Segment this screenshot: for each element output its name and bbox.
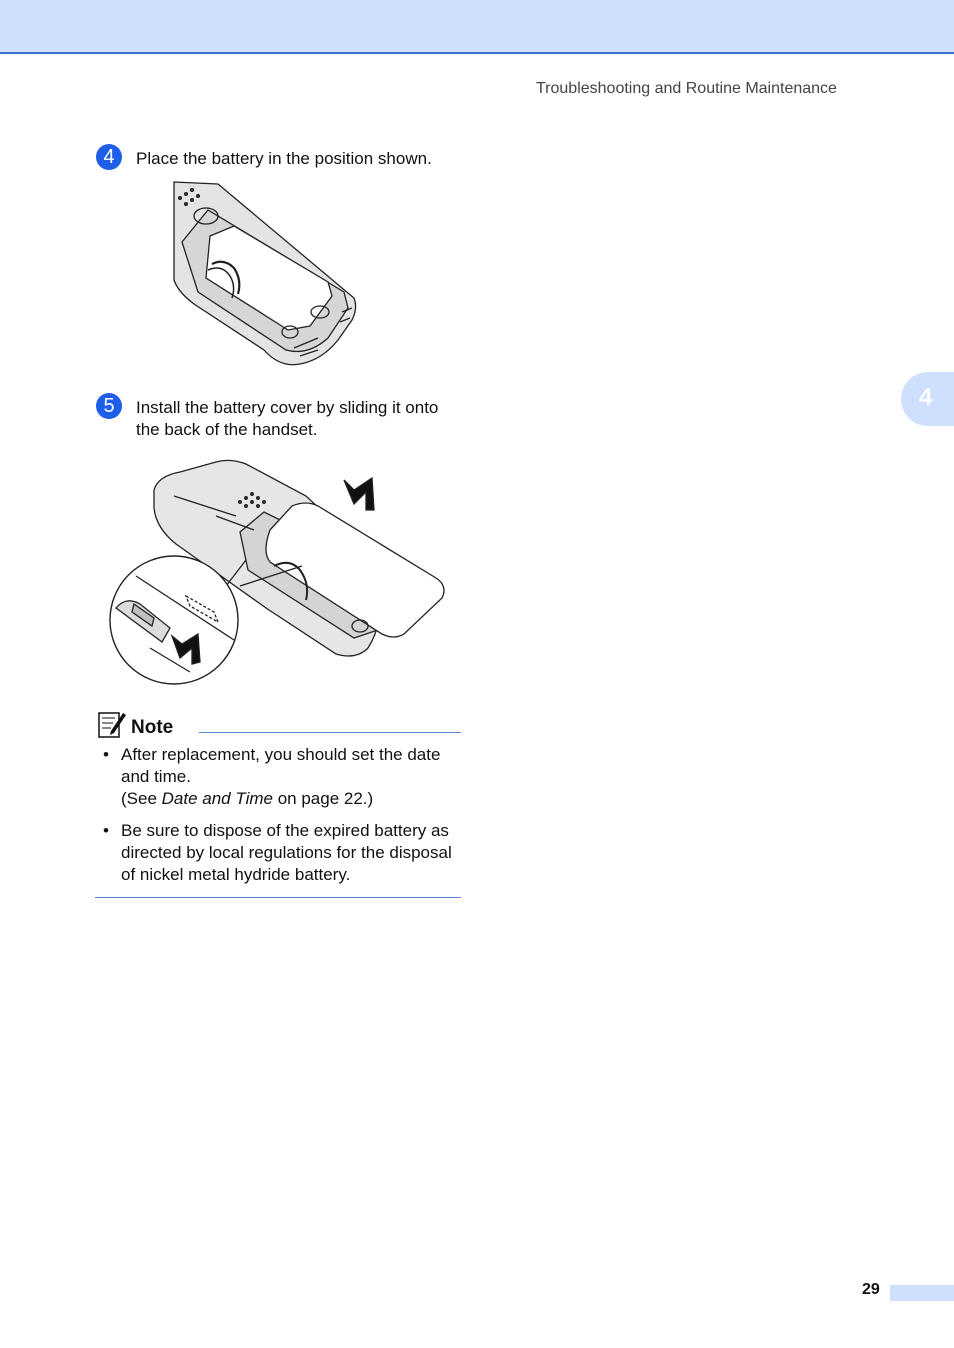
step-4-badge: 4 xyxy=(96,144,122,170)
page-footer-band xyxy=(890,1285,954,1301)
step-5-badge: 5 xyxy=(96,393,122,419)
note-bullet-2: • xyxy=(103,821,109,840)
note-item-2: Be sure to dispose of the expired battery as directed by local regulations for the disposal of nickel metal hydride battery. xyxy=(121,821,452,884)
top-header-band xyxy=(0,0,954,54)
step-4-text: Place the battery in the position shown. xyxy=(136,149,432,168)
step-5-text: Install the battery cover by sliding it onto the back of the handset. xyxy=(136,398,439,439)
battery-placement-illustration xyxy=(168,180,360,370)
note-item-1-text: After replacement, you should set the date and time. xyxy=(121,745,441,786)
note-title: Note xyxy=(131,717,174,738)
chapter-number: 4 xyxy=(919,384,933,411)
ref-link-date-and-time: Date and Time xyxy=(161,789,273,808)
battery-cover-illustration xyxy=(106,458,452,688)
ref-suffix: on page 22.) xyxy=(273,789,374,808)
note-bullet-1: • xyxy=(103,745,109,764)
ref-prefix: (See xyxy=(121,789,162,808)
chapter-tab xyxy=(901,372,954,426)
note-bottom-rule xyxy=(95,897,461,898)
note-item-1 xyxy=(121,744,466,810)
note-top-rule xyxy=(199,732,461,733)
note-item-1-reference xyxy=(121,788,466,810)
page-number: 29 xyxy=(862,1281,880,1298)
running-header: Troubleshooting and Routine Maintenance xyxy=(536,80,837,97)
note-pencil-icon xyxy=(97,709,127,739)
